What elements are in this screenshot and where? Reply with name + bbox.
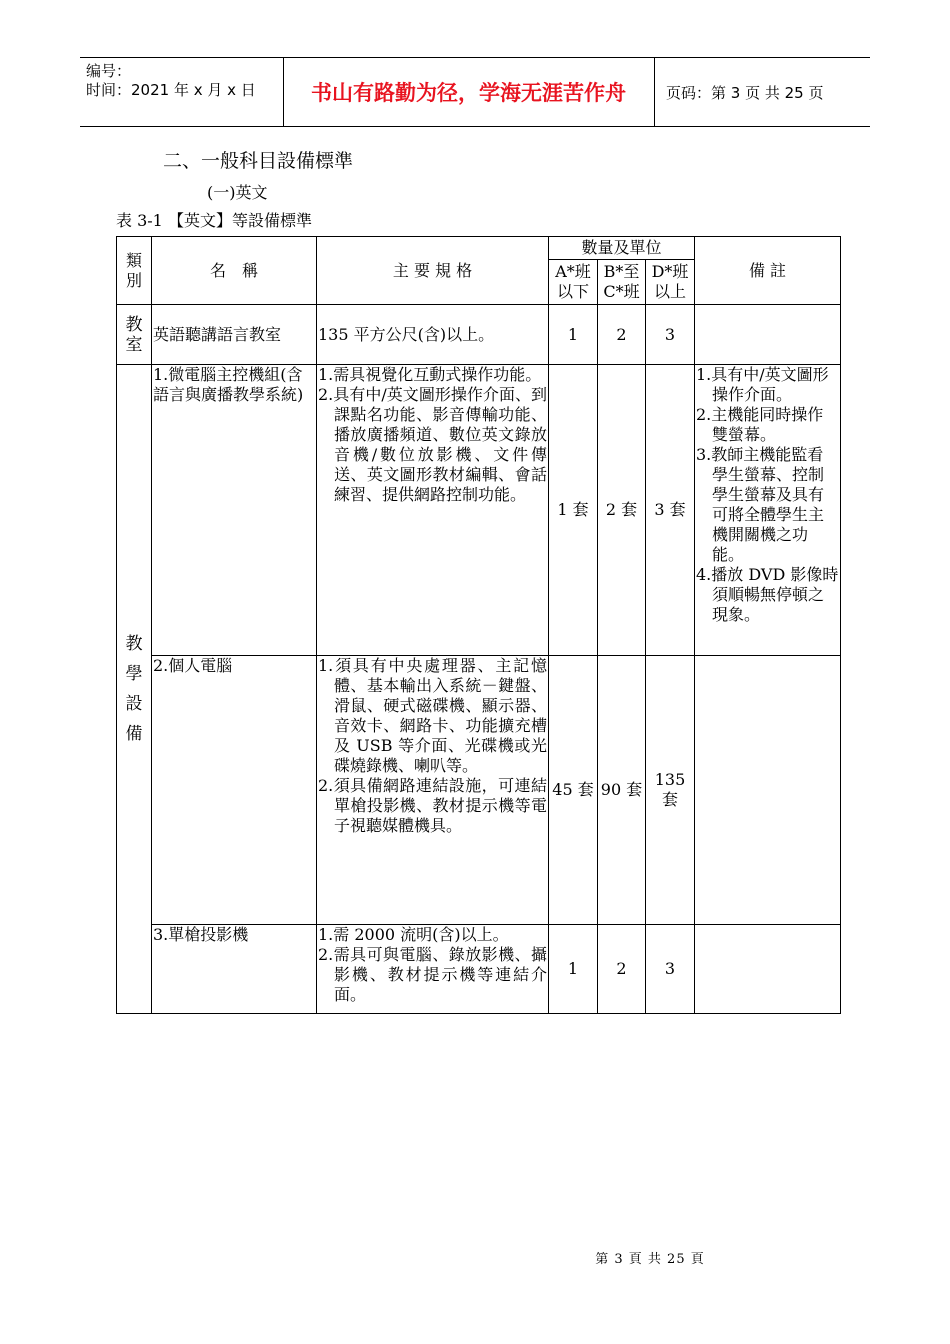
qty-d: 3 [646, 925, 695, 1014]
item-name: 2.個人電腦 [152, 656, 317, 925]
header-qty-a: A*班 以下 [549, 260, 598, 305]
table-row [117, 365, 841, 656]
header-meta [86, 62, 286, 100]
item-spec [317, 656, 549, 925]
header-qty-b: B*至 C*班 [598, 260, 646, 305]
qty-b: 2 套 [598, 365, 646, 656]
item-name: 3.單槍投影機 [152, 925, 317, 1014]
item-remark [695, 656, 841, 925]
number-label: 编号： [86, 62, 132, 80]
time-label: 时间：2021 年 x 月 x 日 [86, 81, 256, 99]
spec-line: 1.須具有中央處理器、主記憶體、基本輸出入系統－鍵盤、滑鼠、硬式磁碟機、顯示器、音效卡、網路卡、功能擴充槽及 USB 等介面、光碟機或光碟燒錄機、喇叭等。 [318, 656, 547, 775]
item-spec: 135 平方公尺(含)以上。 [317, 305, 549, 365]
qty-d: 3 套 [646, 365, 695, 656]
header-motto: 书山有路勤为径，学海无涯苦作舟 [311, 81, 626, 105]
category-cell: 教 室 [117, 305, 152, 365]
table-row [117, 305, 841, 365]
qty-a: 45 套 [549, 656, 598, 925]
remark-line: 4.播放 DVD 影像時須順暢無停頓之現象。 [696, 565, 839, 624]
header-category: 類 別 [117, 237, 152, 305]
header-name: 名 稱 [152, 237, 317, 305]
table-row [117, 656, 841, 925]
item-remark [695, 925, 841, 1014]
item-name: 英語聽講語言教室 [152, 305, 317, 365]
spec-line: 2.具有中/英文圖形操作介面、到課點名功能、影音傳輸功能、播放廣播頻道、數位英文錄放音機/數位放影機、文件傳送、英文圖形教材編輯、會話練習、提供網路控制功能。 [318, 385, 547, 504]
table-row [117, 925, 841, 1014]
qty-b: 2 [598, 305, 646, 365]
subsection-title: (一)英文 [207, 183, 268, 202]
header-qty-d: D*班 以上 [646, 260, 695, 305]
header-spec: 主 要 規 格 [317, 237, 549, 305]
equipment-table [116, 236, 841, 1014]
spec-line: 2.須具備網路連結設施，可連結單槍投影機、教材提示機等電子視聽媒體機具。 [318, 776, 547, 835]
table-header-row [117, 237, 841, 260]
spec-line: 1.需 2000 流明(含)以上。 [318, 925, 509, 944]
section-title: 二、一般科目設備標準 [163, 150, 354, 172]
header-divider [654, 58, 655, 126]
table-caption: 表 3-1 【英文】等設備標準 [116, 211, 312, 230]
remark-line: 1.具有中/英文圖形操作介面。 [696, 365, 829, 404]
item-remark [695, 305, 841, 365]
qty-a: 1 [549, 305, 598, 365]
category-cell: 教 學 設 備 [117, 365, 152, 1014]
item-name: 1.微電腦主控機組(含語言與廣播教學系統) [152, 365, 317, 656]
page-footer: 第 3 頁 共 25 頁 [595, 1252, 705, 1267]
qty-a: 1 套 [549, 365, 598, 656]
item-remark [695, 365, 841, 656]
header-page-info: 页码：第 3 页 共 25 页 [666, 84, 824, 102]
remark-line: 2.主機能同時操作雙螢幕。 [696, 405, 824, 444]
item-spec [317, 925, 549, 1014]
qty-d: 3 [646, 305, 695, 365]
spec-line: 2.需具可與電腦、錄放影機、攝影機、教材提示機等連結介面。 [318, 945, 547, 1004]
header-remark: 備 註 [695, 237, 841, 305]
header-qty-group: 數量及單位 [549, 237, 695, 260]
qty-b: 90 套 [598, 656, 646, 925]
remark-line: 3.教師主機能監看學生螢幕、控制學生螢幕及具有可將全體學生主機開關機之功能。 [696, 445, 825, 564]
qty-d: 135 套 [646, 656, 695, 925]
document-header [80, 57, 870, 127]
qty-a: 1 [549, 925, 598, 1014]
item-spec [317, 365, 549, 656]
spec-line: 1.需具視覺化互動式操作功能。 [318, 365, 542, 384]
qty-b: 2 [598, 925, 646, 1014]
